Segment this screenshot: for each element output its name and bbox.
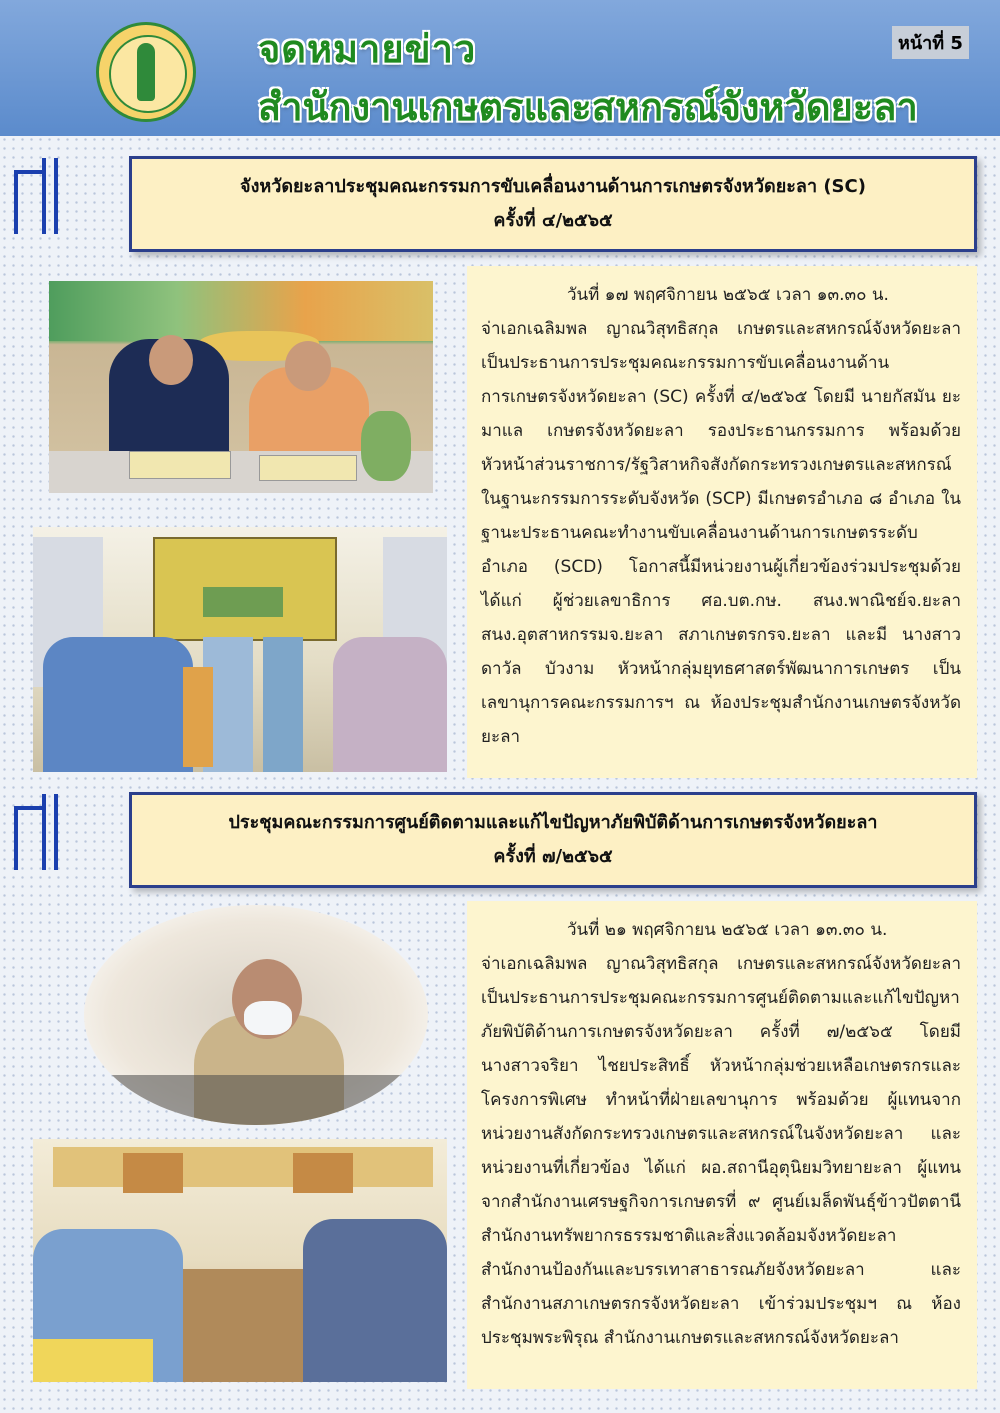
ministry-seal-icon <box>96 22 196 122</box>
article-dateline: วันที่ ๒๑ พฤศจิกายน ๒๕๖๕ เวลา ๑๓.๓๐ น. <box>567 920 888 940</box>
chairman-photo <box>84 905 428 1125</box>
article-headline <box>129 792 977 888</box>
article-headline <box>129 156 977 252</box>
seal-figure <box>137 43 155 101</box>
article-body <box>467 901 977 1389</box>
meeting-photo-room <box>33 527 447 772</box>
section-marker-icon <box>14 158 60 234</box>
newsletter-header <box>0 0 1000 136</box>
article-body <box>467 266 977 778</box>
article-text: จ่าเอกเฉลิมพล ญาณวิสุทธิสกุล เกษตรและสหกรณ์จังหวัดยะลา เป็นประธานการประชุมคณะกรรมการขับเคลื่อนงานด้านการเกษตรจังหวัดยะลา (SC) ครั้งที่ ๔/๒๕๖๕ โดยมี นายกัสมัน ยะมาแล เกษตรจังหวัดยะลา รองประธานกรรมการ พร้อมด้วย หัวหน้าส่วนราชการ/รัฐวิสาหกิจสังกัดกระทรวงเกษตรและสหกรณ์ในฐานะกรรมการระดับจังหวัด (SCP) มีเกษตรอำเภอ ๘ อำเภอ ในฐานะประธานคณะทำงานขับเคลื่อนงานด้านการเกษตรระดับอำเภอ (SCD) โอกาสนี้มีหน่วยงานผู้เกี่ยวข้องร่วมประชุมด้วย ได้แก่ ผู้ช่วยเลขาธิการ ศอ.บต.กษ. สนง.พาณิชย์จ.ยะลา สนง.อุตสาหกรรมจ.ยะลา สภาเกษตรกรจ.ยะลา และมี นางสาวดาวัล บัวงาม หัวหน้ากลุ่มยุทธศาสตร์พัฒนาการเกษตร เป็นเลขานุการคณะกรรมการฯ ณ ห้องประชุมสำนักงานเกษตรจังหวัดยะลา <box>481 319 961 747</box>
article-dateline: วันที่ ๑๗ พฤศจิกายน ๒๕๖๕ เวลา ๑๓.๓๐ น. <box>567 285 889 305</box>
headline-line: จังหวัดยะลาประชุมคณะกรรมการขับเคลื่อนงานด้านการเกษตรจังหวัดยะลา (SC) <box>240 176 866 197</box>
page-number: หน้าที่ 5 <box>892 26 969 59</box>
article-text: จ่าเอกเฉลิมพล ญาณวิสุทธิสกุล เกษตรและสหกรณ์จังหวัดยะลา เป็นประธานการประชุมคณะกรรมการศูนย์ติดตามและแก้ไขปัญหาภัยพิบัติด้านการเกษตรจังหวัดยะลา ครั้งที่ ๗/๒๕๖๕ โดยมี นางสาวจริยา ไชยประสิทธิ์ หัวหน้ากลุ่มช่วยเหลือเกษตรกรและโครงการพิเศษ ทำหน้าที่ฝ่ายเลขานุการ พร้อมด้วย ผู้แทนจากหน่วยงานสังกัดกระทรวงเกษตรและสหกรณ์ในจังหวัดยะลา และหน่วยงานที่เกี่ยวข้อง ได้แก่ ผอ.สถานีอุตุนิยมวิทยายะลา ผู้แทนจากสำนักงานเศรษฐกิจการเกษตรที่ ๙ ศูนย์เมล็ดพันธุ์ข้าวปัตตานี สำนักงานทรัพยากรธรรมชาติและสิ่งแวดล้อมจังหวัดยะลา สำนักงานป้องกันและบรรเทาสาธารณภัยจังหวัดยะลา และสำนักงานสภาเกษตรกรจังหวัดยะลา เข้าร่วมประชุมฯ ณ ห้องประชุมพระพิรุณ สำนักงานเกษตรและสหกรณ์จังหวัดยะลา <box>481 954 961 1348</box>
meeting-photo-hall <box>33 1139 447 1382</box>
headline-line: ประชุมคณะกรรมการศูนย์ติดตามและแก้ไขปัญหาภัยพิบัติด้านการเกษตรจังหวัดยะลา <box>228 812 878 833</box>
headline-issue: ครั้งที่ ๔/๒๕๖๕ <box>493 210 613 231</box>
meeting-photo-chairs <box>49 281 433 493</box>
section-marker-icon <box>14 794 60 870</box>
office-name: สำนักงานเกษตรและสหกรณ์จังหวัดยะลา <box>258 85 918 129</box>
headline-issue: ครั้งที่ ๗/๒๕๖๕ <box>493 846 613 867</box>
newsletter-title: จดหมายข่าว <box>258 27 477 71</box>
